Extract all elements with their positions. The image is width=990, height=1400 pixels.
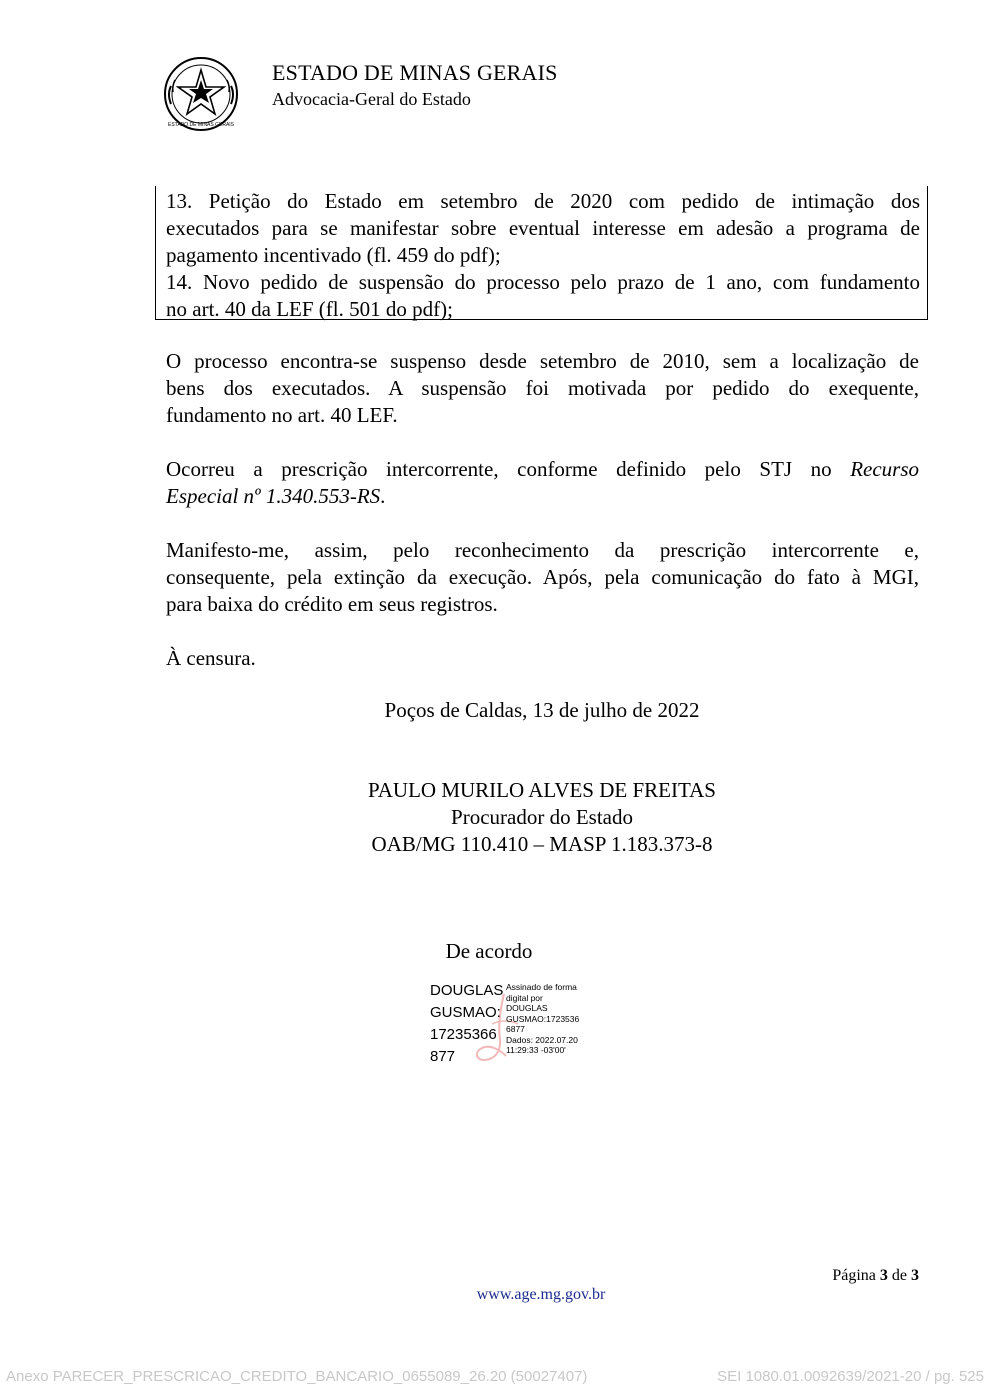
paragraph-2-period: . bbox=[380, 484, 386, 508]
paragraph-2-citation-end: Especial nº 1.340.553-RS bbox=[166, 484, 381, 508]
paragraph-3-line-3: para baixa do crédito em seus registros. bbox=[166, 592, 498, 616]
paragraph-2-line-1 bbox=[166, 456, 919, 483]
list-item-14-line-2: no art. 40 da LEF (fl. 501 do pdf); bbox=[166, 297, 453, 321]
paragraph-1-line-2: bens dos executados. A suspensão foi motivada por pedido do exequente, bbox=[166, 376, 919, 400]
digital-signer-name-line-2: GUSMAO: bbox=[430, 1004, 501, 1021]
paragraph-1-line-1: O processo encontra-se suspenso desde setembro de 2010, sem a localização de bbox=[166, 349, 919, 373]
digital-signature-details bbox=[506, 982, 579, 1056]
signature-detail-line-1: Assinado de forma bbox=[506, 982, 577, 992]
footer-document-reference: Anexo PARECER_PRESCRICAO_CREDITO_BANCARIO_0655089_26.20 (50027407) bbox=[6, 1368, 588, 1385]
header-subtitle: Advocacia-Geral do Estado bbox=[272, 89, 471, 109]
paragraph-2-line-2 bbox=[166, 483, 919, 510]
page-number-middle: de bbox=[891, 1267, 907, 1284]
digital-signer-name bbox=[430, 980, 503, 1068]
paragraph-3-line-1: Manifesto-me, assim, pelo reconhecimento da prescrição intercorrente e, bbox=[166, 538, 919, 562]
website-link[interactable]: www.age.mg.gov.br bbox=[476, 1286, 606, 1303]
closing-text: À censura. bbox=[166, 646, 256, 670]
list-item-13-line-1: 13. Petição do Estado em setembro de 2020 com pedido de intimação dos bbox=[166, 189, 920, 213]
case-history-box bbox=[155, 186, 928, 320]
paragraph-3-line-2: consequente, pela extinção da execução. Após, pela comunicação do fato à MGI, bbox=[166, 565, 919, 589]
signature-detail-line-7: 11:29:33 -03'00' bbox=[506, 1045, 566, 1055]
signer-name: PAULO MURILO ALVES DE FREITAS bbox=[368, 778, 716, 802]
approval-text: De acordo bbox=[445, 939, 533, 963]
list-item-13-line-3: pagamento incentivado (fl. 459 do pdf); bbox=[166, 243, 501, 267]
page-number-prefix: Página bbox=[832, 1267, 876, 1284]
list-item-13-line-2: executados para se manifestar sobre eventual interesse em adesão a programa de bbox=[166, 216, 920, 240]
digital-signer-name-line-3: 17235366 bbox=[430, 1026, 497, 1043]
list-item-14-line-1: 14. Novo pedido de suspensão do processo pelo prazo de 1 ano, com fundamento bbox=[166, 270, 920, 294]
header-title: ESTADO DE MINAS GERAIS bbox=[272, 60, 558, 85]
paragraph-1-line-3: fundamento no art. 40 LEF. bbox=[166, 403, 398, 427]
svg-text:ESTADO DE MINAS GERAIS: ESTADO DE MINAS GERAIS bbox=[167, 122, 235, 128]
digital-signer-name-line-4: 877 bbox=[430, 1048, 456, 1065]
signature-detail-line-6: Dados: 2022.07.20 bbox=[506, 1034, 578, 1045]
signer-role: Procurador do Estado bbox=[451, 805, 633, 829]
footer-process-page: SEI 1080.01.0092639/2021-20 / pg. 525 bbox=[717, 1368, 984, 1385]
signature-detail-line-2: digital por bbox=[506, 992, 543, 1003]
place-date: Poços de Caldas, 13 de julho de 2022 bbox=[384, 698, 700, 722]
page-number-current: 3 bbox=[879, 1267, 888, 1284]
signature-detail-line-3: DOUGLAS bbox=[506, 1003, 548, 1013]
paragraph-2-citation-start: Recurso bbox=[850, 457, 920, 481]
signer-registration: OAB/MG 110.410 – MASP 1.183.373-8 bbox=[371, 832, 713, 856]
signature-detail-line-4: GUSMAO:1723536 bbox=[506, 1013, 580, 1024]
digital-signer-name-line-1: DOUGLAS bbox=[430, 982, 504, 999]
page-number-total: 3 bbox=[911, 1267, 919, 1284]
signature-detail-line-5: 6877 bbox=[506, 1024, 525, 1034]
state-seal-logo bbox=[163, 56, 239, 132]
paragraph-2-text: Ocorreu a prescrição intercorrente, conforme definido pelo STJ no bbox=[166, 457, 832, 481]
page-number bbox=[780, 1266, 919, 1286]
